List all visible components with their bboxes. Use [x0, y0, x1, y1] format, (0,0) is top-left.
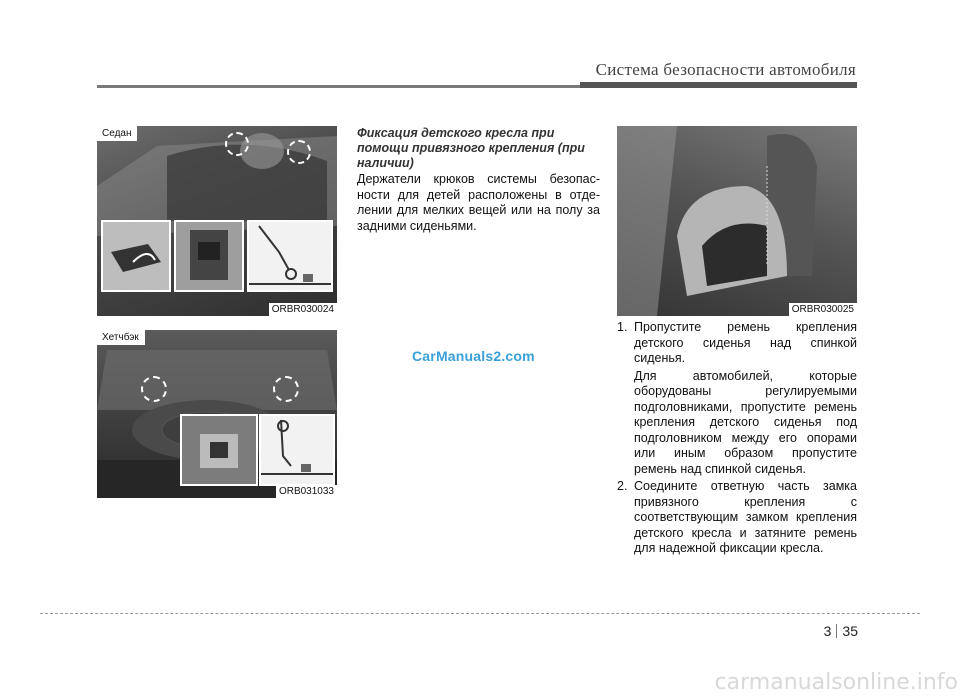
sedan-label: Седан [97, 126, 137, 141]
page-number-separator [836, 624, 837, 638]
sedan-figure-code: ORBR030024 [269, 303, 337, 316]
anchor-cover-inset [180, 414, 258, 486]
anchor-highlight-circle [273, 376, 299, 402]
tether-hook-icon [261, 416, 333, 484]
step-note: Для автомобилей, которые оборудованы регулируемыми подголовниками, пропустите ремень крепления детского сиденья под подголовником между его опорами или иным образом пропустите ремень над спинкой сиденья. [634, 368, 857, 476]
section-title: Фиксация детского кресла при помощи привязного крепления (при наличии) [357, 126, 585, 170]
step-item [617, 479, 857, 557]
anchor-bracket-icon [182, 416, 256, 484]
hatchback-tether-photo [97, 330, 337, 498]
step-text: Соедините ответную часть замка привязного крепления с соответствующим замком крепления детского кресла и затяните ремень для надежной фиксации кресла. [634, 479, 857, 555]
chapter-number: 3 [823, 623, 832, 639]
step-number: 1. [617, 320, 628, 334]
sedan-tether-photo [97, 126, 337, 316]
header-divider-accent [580, 82, 857, 88]
step-item [617, 320, 857, 477]
tether-hook-diagram-inset [247, 220, 333, 292]
child-seat-figure-code: ORBR030025 [789, 303, 857, 316]
anchor-highlight-circle [225, 132, 249, 156]
watermark-logo[interactable]: CarManuals2.com [412, 348, 535, 364]
cover-open-icon [103, 222, 169, 290]
watermark-footer[interactable]: carmanualsonline.info [714, 670, 958, 695]
anchor-highlight-circle [141, 376, 167, 402]
anchor-slot-icon [176, 222, 242, 290]
step-text: Пропустите ремень крепления детского сиденья над спинкой сиденья. [634, 320, 857, 365]
anchor-highlight-circle [287, 140, 311, 164]
hatchback-label: Хетчбэк [97, 330, 145, 345]
page-number [824, 623, 858, 639]
section-body: Держатели крюков системы безопас-ности для детей расположены в отде-лении для мелких вещей или на полу за задними сиденьями. [357, 172, 600, 233]
instruction-steps [617, 320, 857, 559]
tether-hook-diagram-inset [259, 414, 335, 486]
child-seat-photo [617, 126, 857, 316]
child-seat-illustration [617, 126, 857, 316]
footer-divider [40, 613, 920, 614]
page-header-title: Система безопасности автомобиля [595, 60, 856, 79]
page-number-value: 35 [842, 623, 858, 639]
step-number: 2. [617, 479, 628, 493]
tether-hook-icon [249, 222, 331, 290]
hatchback-figure-code: ORB031033 [276, 485, 337, 498]
anchor-cover-inset [101, 220, 171, 292]
anchor-slot-inset [174, 220, 244, 292]
